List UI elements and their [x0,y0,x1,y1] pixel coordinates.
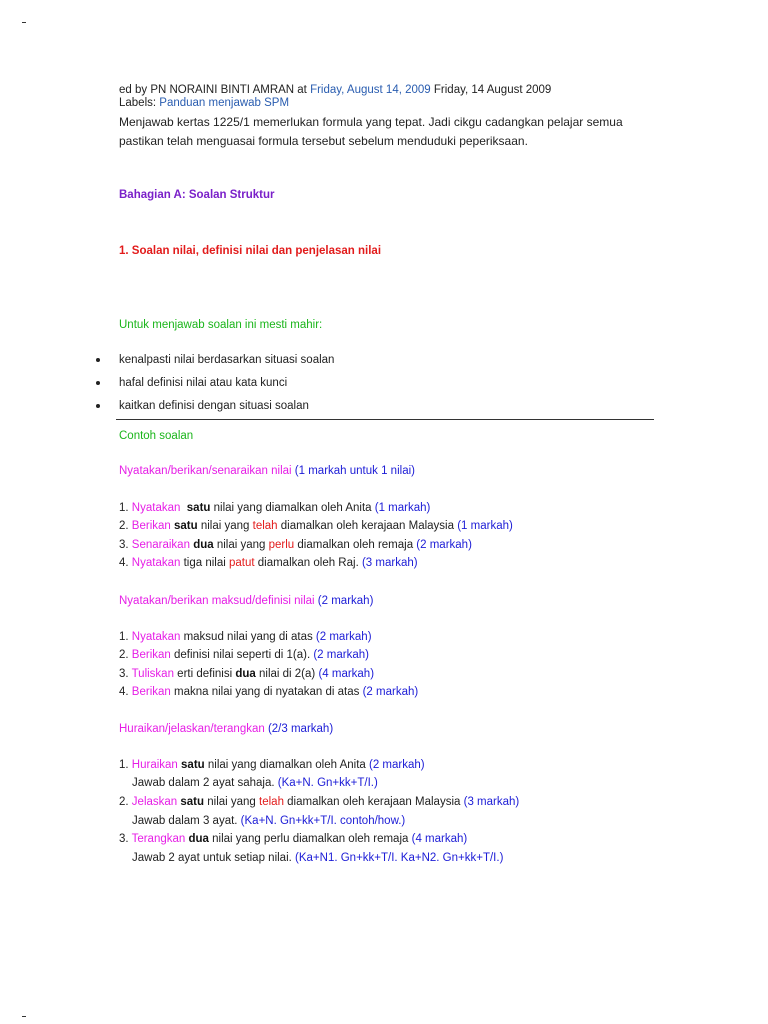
item-marks: (2 markah) [313,649,369,661]
post-time-link[interactable]: Friday, August 14, 2009 [310,84,431,96]
item-bold: dua [235,668,256,680]
intro-line-1: Menjawab kertas 1225/1 memerlukan formula yang tepat. Jadi cikgu cadangkan pelajar semua [119,115,623,129]
item-verb: Nyatakan [131,557,181,569]
group-title-text: Nyatakan/berikan maksud/definisi nilai [119,595,315,607]
item-marks: (1 markah) [457,520,513,532]
item-red: telah [252,520,278,532]
section-a-heading: Bahagian A: Soalan Struktur [119,189,275,201]
item-text: nilai yang [197,520,253,532]
item-number: 1. [119,759,132,771]
item-number: 2. [119,796,132,808]
group-title-text: Huraikan/jelaskan/terangkan [119,723,265,735]
item-number: 4. [119,557,132,569]
question-item [119,557,418,569]
item-text: diamalkan oleh kerajaan Malaysia [283,796,464,808]
bullet-item: kenalpasti nilai berdasarkan situasi soalan [119,354,335,366]
group-2-title [119,595,373,607]
item-marks: (2 markah) [416,539,472,551]
question-item [119,520,513,532]
item-number: 2. [119,649,132,661]
item-marks: (2 markah) [369,759,425,771]
question-item [119,539,472,551]
item-text: diamalkan oleh remaja [294,539,417,551]
label-link[interactable]: Panduan menjawab SPM [159,97,290,109]
item-verb: Tuliskan [131,668,174,680]
question-item [119,502,430,514]
item-number: 3. [119,539,132,551]
item-text: erti definisi [173,668,236,680]
contoh-soalan-label: Contoh soalan [119,430,194,442]
item-text: nilai di 2(a) [255,668,319,680]
item-marks: (3 markah) [463,796,520,808]
answer-formula: (Ka+N. Gn+kk+T/I.) [277,777,378,789]
item-bold: dua [188,833,209,845]
item-red: perlu [268,539,295,551]
item-text: nilai yang diamalkan oleh Anita [204,759,369,771]
question-item [119,833,467,845]
item-number: 3. [119,833,132,845]
question-1-heading: 1. Soalan nilai, definisi nilai dan penjelasan nilai [119,245,382,257]
item-text: nilai yang [213,539,269,551]
item-verb: Nyatakan [131,502,181,514]
item-text: nilai yang diamalkan oleh Anita [210,502,375,514]
item-text: tiga nilai [180,557,229,569]
answer-formula: (Ka+N. Gn+kk+T/I. contoh/how.) [240,815,406,827]
bullet-dot [96,381,100,385]
question-item [119,796,519,808]
question-item [119,759,425,771]
answer-hint-text: Jawab dalam 2 ayat sahaja. [132,777,278,789]
item-verb: Senaraikan [131,539,190,551]
item-text: maksud nilai yang di atas [180,631,316,643]
answer-hint-text: Jawab dalam 3 ayat. [132,815,241,827]
group-3-title [119,723,333,735]
corner-mark-top [22,22,26,23]
item-bold: satu [174,520,198,532]
post-labels [119,97,289,109]
answer-hint-text: Jawab 2 ayat untuk setiap nilai. [132,852,296,864]
answer-formula: (Ka+N1. Gn+kk+T/I. Ka+N2. Gn+kk+T/I.) [295,852,504,864]
item-text: makna nilai yang di nyatakan di atas [170,686,363,698]
item-verb: Berikan [131,520,171,532]
item-verb: Nyatakan [131,631,181,643]
question-item [119,631,372,643]
bullet-dot [96,404,100,408]
labels-prefix: Labels: [119,97,160,109]
item-marks: (3 markah) [361,557,418,569]
item-number: 3. [119,668,132,680]
item-number: 2. [119,520,132,532]
intro-line-2: pastikan telah menguasai formula tersebut sebelum menduduki peperiksaan. [119,134,528,148]
question-item [119,686,418,698]
item-red: patut [228,557,255,569]
item-text: nilai yang [204,796,260,808]
answer-hint [132,852,503,864]
item-marks: (1 markah) [374,502,431,514]
group-marks: (2/3 markah) [264,723,334,735]
horizontal-divider [116,419,654,420]
bullet-item: kaitkan definisi dengan situasi soalan [119,400,309,412]
item-text: nilai yang perlu diamalkan oleh remaja [208,833,412,845]
question-item [119,649,369,661]
bullet-dot [96,358,100,362]
item-verb: Terangkan [131,833,186,845]
post-date-text: Friday, 14 August 2009 [430,84,552,96]
group-title-text: Nyatakan/berikan/senaraikan nilai [119,465,292,477]
must-master-label: Untuk menjawab soalan ini mesti mahir: [119,319,323,331]
bullet-item: hafal definisi nilai atau kata kunci [119,377,288,389]
item-marks: (2 markah) [362,686,419,698]
corner-mark-bottom [22,1016,26,1017]
group-1-title [119,465,415,477]
item-bold: dua [193,539,214,551]
item-text: diamalkan oleh kerajaan Malaysia [277,520,458,532]
item-bold: satu [181,759,205,771]
group-marks: (2 markah) [314,595,374,607]
item-number: 1. [119,631,132,643]
item-verb: Jelaskan [131,796,178,808]
item-marks: (4 markah) [318,668,375,680]
post-byline [119,84,551,96]
group-marks: (1 markah untuk 1 nilai) [291,465,415,477]
item-text: definisi nilai seperti di 1(a). [170,649,314,661]
byline-text: ed by PN NORAINI BINTI AMRAN at [119,84,311,96]
answer-hint [132,815,405,827]
item-bold: satu [180,796,205,808]
item-red: telah [259,796,284,808]
item-number: 4. [119,686,132,698]
item-text: diamalkan oleh Raj. [254,557,362,569]
item-verb: Huraikan [131,759,178,771]
item-number: 1. [119,502,132,514]
question-item [119,668,374,680]
answer-hint [132,777,378,789]
item-marks: (2 markah) [315,631,372,643]
item-verb: Berikan [131,686,171,698]
item-marks: (4 markah) [411,833,468,845]
item-bold: satu [186,502,211,514]
item-verb: Berikan [131,649,171,661]
